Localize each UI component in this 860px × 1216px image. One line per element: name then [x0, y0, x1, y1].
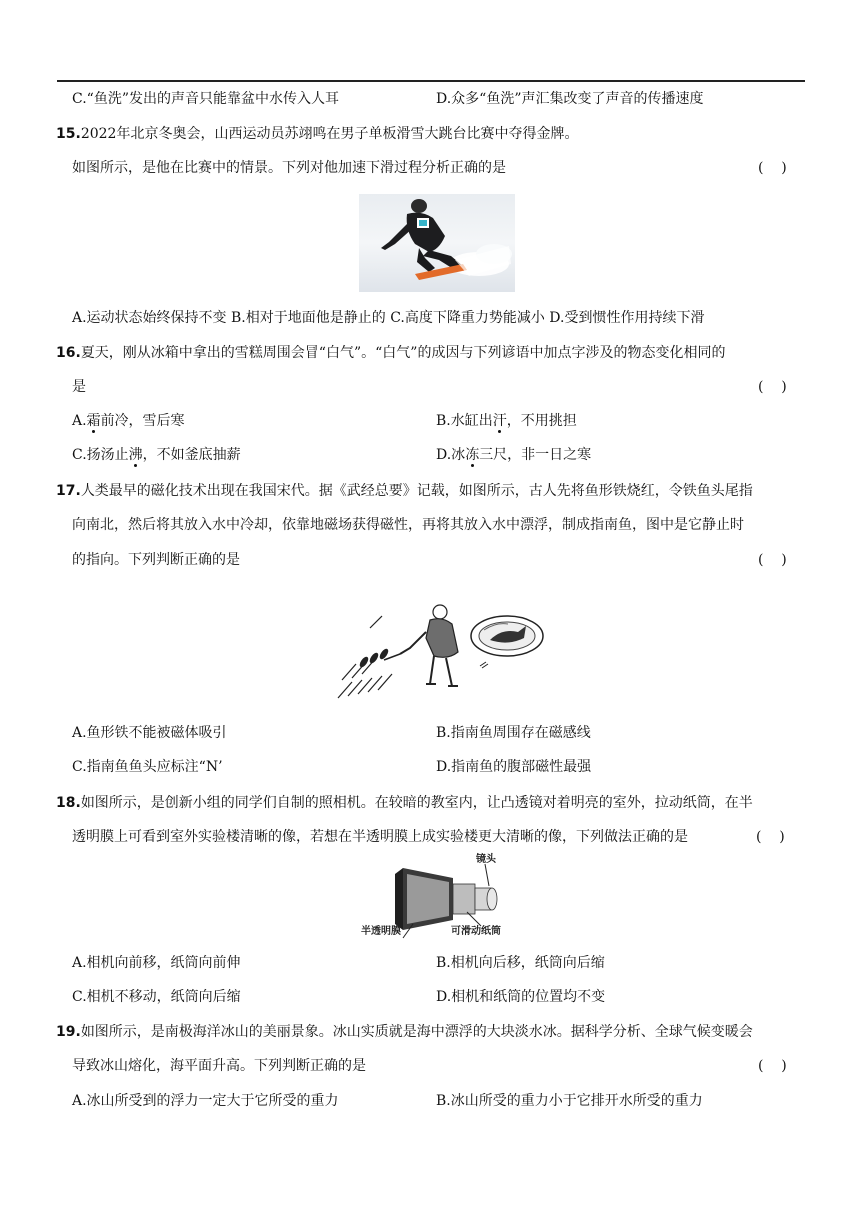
q16-d-post: 三尺，非一日之寒	[479, 447, 592, 463]
q16-c-post: ，不如釜底抽薪	[142, 447, 241, 463]
q17-number: 17.	[56, 483, 81, 499]
q18-answer-blank: ( )	[756, 829, 785, 845]
q15-answer-blank: ( )	[758, 160, 787, 176]
q16-a-pre: A.	[72, 413, 87, 429]
q18-number: 18.	[56, 795, 81, 811]
q19-answer-blank: ( )	[758, 1058, 787, 1074]
q14-option-d: D.众多“鱼洗”声汇集改变了声音的传播速度	[436, 91, 704, 107]
q16-c-pre: C.扬汤止	[72, 447, 129, 463]
q17-text1: 人类最早的磁化技术出现在我国宋代。据《武经总要》记载，如图所示，古人先将鱼形铁烧红，令铁鱼头尾指	[80, 483, 753, 499]
q19-stem-line1	[56, 1022, 753, 1042]
q14-option-c: C.“鱼洗”发出的声音只能靠盆中水传入人耳	[72, 91, 339, 107]
snowboarder-photo	[359, 194, 515, 292]
q17-stem-line3: 的指向。下列判断正确的是	[72, 552, 240, 568]
q18-option-d: D.相机和纸筒的位置均不变	[436, 989, 606, 1005]
compass-fish-illustration	[330, 598, 550, 704]
q17-stem-line2: 向南北，然后将其放入水中冷却，依靠地磁场获得磁性，再将其放入水中漂浮，制成指南鱼，图中是它静止时	[72, 517, 744, 533]
q16-option-b	[436, 411, 577, 431]
q17-option-a: A.鱼形铁不能被磁体吸引	[72, 725, 227, 741]
q15-stem-line1	[56, 124, 578, 144]
label-translucent-film: 半透明膜	[361, 926, 401, 937]
fish-irons	[358, 647, 390, 668]
q16-b-pre: B.水缸出	[436, 413, 493, 429]
q16-number: 16.	[56, 345, 81, 361]
q19-option-b: B.冰山所受的重力小于它排开水所受的重力	[436, 1093, 703, 1109]
q16-c-dotted-char: 沸	[128, 447, 143, 463]
q19-text1: 如图所示，是南极海洋冰山的美丽景象。冰山实质就是海中漂浮的大块淡水冰。据科学分析、全球气候变暖会	[80, 1024, 753, 1040]
q18-stem-line2: 透明膜上可看到室外实验楼清晰的像，若想在半透明膜上成实验楼更大清晰的像，下列做法正确的是	[72, 829, 688, 845]
q16-answer-blank: ( )	[758, 379, 787, 395]
q16-text1: 夏天，刚从冰箱中拿出的雪糕周围会冒“白气”。“白气”的成因与下列谚语中加点字涉及的物态变化相同的	[80, 345, 726, 361]
q15-options: A.运动状态始终保持不变 B.相对于地面他是静止的 C.高度下降重力势能减小 D.受到惯性作用持续下滑	[72, 310, 705, 326]
label-lens: 镜头	[476, 854, 496, 865]
q15-number: 15.	[56, 126, 81, 142]
q16-a-post: 前冷，雪后寒	[100, 413, 185, 429]
camera-box	[395, 868, 453, 930]
q17-stem-line1	[56, 481, 753, 501]
q17-option-d: D.指南鱼的腹部磁性最强	[436, 759, 592, 775]
water-basin	[471, 616, 543, 656]
header-rule	[57, 80, 805, 82]
ancient-man	[384, 605, 458, 686]
q19-number: 19.	[56, 1024, 81, 1040]
q15-text1: 2022年北京冬奥会，山西运动员苏翊鸣在男子单板滑雪大跳台比赛中夺得金牌。	[80, 126, 579, 142]
q16-stem-line1	[56, 343, 725, 363]
q19-stem-line2: 导致冰山熔化，海平面升高。下列判断正确的是	[72, 1058, 366, 1074]
q16-option-a	[72, 411, 185, 431]
q16-a-dotted-char: 霜	[86, 413, 101, 429]
q17-option-b: B.指南鱼周围存在磁感线	[436, 725, 591, 741]
q17-answer-blank: ( )	[758, 552, 787, 568]
q18-option-a: A.相机向前移，纸筒向前伸	[72, 955, 241, 971]
q16-stem-line2: 是	[72, 379, 86, 395]
q18-option-c: C.相机不移动，纸筒向后缩	[72, 989, 241, 1005]
q15-stem-line2: 如图所示，是他在比赛中的情景。下列对他加速下滑过程分析正确的是	[72, 160, 506, 176]
q16-b-dotted-char: 汗	[492, 413, 507, 429]
q18-text1: 如图所示，是创新小组的同学们自制的照相机。在较暗的教室内，让凸透镜对着明亮的室外，拉动纸筒，在半	[80, 795, 753, 811]
paper-tube	[453, 884, 497, 914]
q16-d-pre: D.冰	[436, 447, 466, 463]
q17-option-c: C.指南鱼鱼头应标注“N’	[72, 759, 223, 775]
q16-d-dotted-char: 冻	[465, 447, 480, 463]
q16-option-c	[72, 445, 241, 465]
q18-stem-line1	[56, 793, 753, 813]
label-sliding-tube: 可滑动纸筒	[451, 926, 501, 937]
q18-option-b: B.相机向后移，纸筒向后缩	[436, 955, 605, 971]
q19-option-a: A.冰山所受到的浮力一定大于它所受的重力	[72, 1093, 339, 1109]
q16-b-post: ，不用挑担	[506, 413, 577, 429]
q16-option-d	[436, 445, 591, 465]
wind-marks	[480, 662, 488, 668]
homemade-camera-figure	[355, 850, 525, 940]
